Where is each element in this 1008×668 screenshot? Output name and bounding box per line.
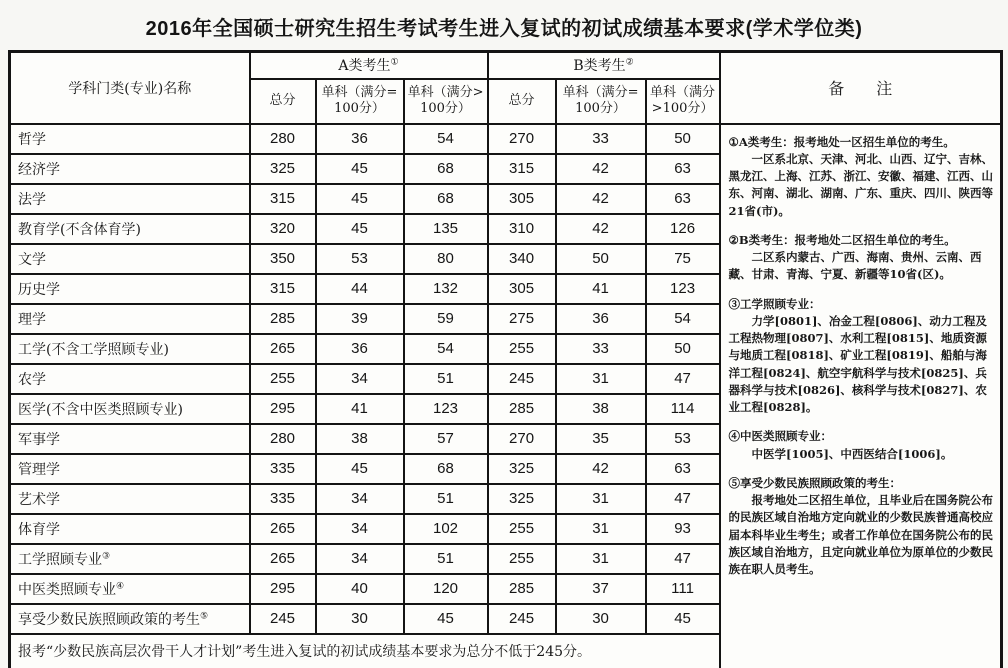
subject-label: 工学照顾专业 bbox=[18, 551, 102, 568]
header-remarks-column: 备 注 bbox=[720, 52, 1002, 124]
score-cell: 57 bbox=[404, 424, 488, 454]
score-cell: 59 bbox=[404, 304, 488, 334]
page-title: 2016年全国硕士研究生招生考试考生进入复试的初试成绩基本要求(学术学位类) bbox=[145, 18, 863, 40]
score-cell: 53 bbox=[646, 424, 720, 454]
table-row bbox=[10, 124, 1002, 154]
note-heading: ⑤享受少数民族照顾政策的考生： bbox=[728, 475, 902, 490]
score-cell: 63 bbox=[646, 454, 720, 484]
score-cell: 123 bbox=[404, 394, 488, 424]
score-cell: 80 bbox=[404, 244, 488, 274]
score-cell: 36 bbox=[316, 124, 404, 154]
score-cell: 41 bbox=[316, 394, 404, 424]
group-b-label: B类考生 bbox=[573, 58, 626, 75]
score-cell: 53 bbox=[316, 244, 404, 274]
subject-cell bbox=[10, 574, 250, 604]
header-b-single-over100: 单科（满分>100分） bbox=[646, 79, 720, 124]
subject-cell bbox=[10, 154, 250, 184]
score-cell: 335 bbox=[250, 454, 316, 484]
subject-label: 法学 bbox=[18, 191, 46, 208]
score-cell: 42 bbox=[556, 214, 646, 244]
score-cell: 31 bbox=[556, 514, 646, 544]
subject-cell bbox=[10, 424, 250, 454]
score-cell: 275 bbox=[488, 304, 556, 334]
score-cell: 63 bbox=[646, 154, 720, 184]
header-a-total: 总分 bbox=[250, 79, 316, 124]
score-cell: 31 bbox=[556, 364, 646, 394]
note-ref-icon: ③ bbox=[102, 550, 111, 561]
score-cell: 325 bbox=[488, 484, 556, 514]
subject-label: 工学(不含工学照顾专业) bbox=[18, 341, 169, 358]
score-cell: 68 bbox=[404, 154, 488, 184]
note-ref-icon: ④ bbox=[116, 580, 125, 591]
score-cell: 135 bbox=[404, 214, 488, 244]
score-cell: 30 bbox=[556, 604, 646, 634]
score-cell: 42 bbox=[556, 454, 646, 484]
score-cell: 54 bbox=[646, 304, 720, 334]
note-ref-2-icon: ② bbox=[625, 57, 634, 68]
score-cell: 39 bbox=[316, 304, 404, 334]
score-cell: 265 bbox=[250, 544, 316, 574]
subject-label: 教育学(不含体育学) bbox=[18, 221, 141, 238]
score-cell: 50 bbox=[646, 124, 720, 154]
header-group-b bbox=[488, 52, 720, 79]
subject-cell bbox=[10, 334, 250, 364]
subject-label: 理学 bbox=[18, 311, 46, 328]
score-cell: 325 bbox=[250, 154, 316, 184]
score-cell: 340 bbox=[488, 244, 556, 274]
score-cell: 44 bbox=[316, 274, 404, 304]
note-ref-icon: ⑤ bbox=[200, 610, 209, 621]
score-cell: 31 bbox=[556, 544, 646, 574]
header-b-total: 总分 bbox=[488, 79, 556, 124]
header-b-single-100: 单科（满分=100分） bbox=[556, 79, 646, 124]
score-cell: 114 bbox=[646, 394, 720, 424]
subject-cell bbox=[10, 244, 250, 274]
score-requirements-table bbox=[8, 50, 1003, 668]
score-cell: 255 bbox=[488, 544, 556, 574]
subject-cell bbox=[10, 184, 250, 214]
score-cell: 34 bbox=[316, 544, 404, 574]
note-body: 报考地处二区招生单位，且毕业后在国务院公布的民族区域自治地方定向就业的少数民族普通高校应届本科毕业生考生；或者工作单位在国务院公布的民族区域自治地方，且定向就业单位为原单位的少数民族在职人员考生。 bbox=[728, 493, 994, 576]
score-cell: 42 bbox=[556, 184, 646, 214]
score-cell: 51 bbox=[404, 364, 488, 394]
score-cell: 120 bbox=[404, 574, 488, 604]
score-cell: 45 bbox=[646, 604, 720, 634]
score-cell: 320 bbox=[250, 214, 316, 244]
header-a-single-over100: 单科（满分>100分） bbox=[404, 79, 488, 124]
remarks-cell bbox=[720, 124, 1002, 668]
score-cell: 45 bbox=[316, 184, 404, 214]
score-cell: 35 bbox=[556, 424, 646, 454]
header-group-a bbox=[250, 52, 488, 79]
score-cell: 255 bbox=[250, 364, 316, 394]
score-cell: 34 bbox=[316, 364, 404, 394]
score-cell: 68 bbox=[404, 184, 488, 214]
score-cell: 102 bbox=[404, 514, 488, 544]
subject-label: 历史学 bbox=[18, 281, 60, 298]
note-ref-1-icon: ① bbox=[390, 57, 399, 68]
score-cell: 305 bbox=[488, 184, 556, 214]
score-cell: 41 bbox=[556, 274, 646, 304]
score-cell: 123 bbox=[646, 274, 720, 304]
score-cell: 38 bbox=[556, 394, 646, 424]
score-cell: 33 bbox=[556, 334, 646, 364]
score-cell: 45 bbox=[316, 154, 404, 184]
subject-label: 管理学 bbox=[18, 461, 60, 478]
score-cell: 47 bbox=[646, 544, 720, 574]
subject-label: 医学(不含中医类照顾专业) bbox=[18, 401, 183, 418]
score-cell: 265 bbox=[250, 514, 316, 544]
score-cell: 315 bbox=[250, 184, 316, 214]
score-cell: 54 bbox=[404, 334, 488, 364]
score-cell: 270 bbox=[488, 124, 556, 154]
score-cell: 270 bbox=[488, 424, 556, 454]
score-cell: 51 bbox=[404, 544, 488, 574]
subject-cell bbox=[10, 484, 250, 514]
note-heading: ③工学照顾专业： bbox=[728, 296, 821, 311]
subject-cell bbox=[10, 604, 250, 634]
score-cell: 51 bbox=[404, 484, 488, 514]
score-cell: 47 bbox=[646, 484, 720, 514]
header-a-single-100: 单科（满分=100分） bbox=[316, 79, 404, 124]
score-cell: 255 bbox=[488, 334, 556, 364]
subject-label: 艺术学 bbox=[18, 491, 60, 508]
footnote-cell: 报考“少数民族高层次骨干人才计划”考生进入复试的初试成绩基本要求为总分不低于245分。 bbox=[10, 634, 720, 668]
note bbox=[729, 296, 995, 417]
score-cell: 280 bbox=[250, 124, 316, 154]
score-cell: 111 bbox=[646, 574, 720, 604]
score-cell: 315 bbox=[250, 274, 316, 304]
score-cell: 45 bbox=[316, 214, 404, 244]
subject-cell bbox=[10, 364, 250, 394]
subject-label: 体育学 bbox=[18, 521, 60, 538]
score-cell: 245 bbox=[488, 364, 556, 394]
note-heading: ①A类考生：报考地处一区招生单位的考生。 bbox=[728, 134, 955, 149]
score-cell: 280 bbox=[250, 424, 316, 454]
score-cell: 335 bbox=[250, 484, 316, 514]
subject-cell bbox=[10, 304, 250, 334]
note-heading: ②B类考生：报考地处二区招生单位的考生。 bbox=[728, 232, 956, 247]
note bbox=[729, 232, 995, 284]
score-cell: 30 bbox=[316, 604, 404, 634]
score-cell: 36 bbox=[316, 334, 404, 364]
score-cell: 68 bbox=[404, 454, 488, 484]
subject-cell bbox=[10, 454, 250, 484]
subject-label: 哲学 bbox=[18, 131, 46, 148]
score-cell: 33 bbox=[556, 124, 646, 154]
subject-cell bbox=[10, 124, 250, 154]
score-cell: 93 bbox=[646, 514, 720, 544]
group-a-label: A类考生 bbox=[338, 58, 391, 75]
score-cell: 255 bbox=[488, 514, 556, 544]
header-subject-column: 学科门类(专业)名称 bbox=[10, 52, 250, 124]
score-cell: 45 bbox=[316, 454, 404, 484]
score-cell: 38 bbox=[316, 424, 404, 454]
score-cell: 285 bbox=[488, 394, 556, 424]
subject-cell bbox=[10, 274, 250, 304]
score-cell: 265 bbox=[250, 334, 316, 364]
score-cell: 37 bbox=[556, 574, 646, 604]
score-cell: 295 bbox=[250, 574, 316, 604]
subject-cell bbox=[10, 394, 250, 424]
score-cell: 75 bbox=[646, 244, 720, 274]
score-cell: 63 bbox=[646, 184, 720, 214]
score-cell: 34 bbox=[316, 514, 404, 544]
score-cell: 305 bbox=[488, 274, 556, 304]
header-row-groups bbox=[10, 52, 1002, 79]
score-cell: 42 bbox=[556, 154, 646, 184]
score-cell: 36 bbox=[556, 304, 646, 334]
note-body: 力学[0801]、冶金工程[0806]、动力工程及工程热物理[0807]、水利工程[0815]、地质资源与地质工程[0818]、矿业工程[0819]、船舶与海洋工程[0824]、航空宇航科学与技术[0825]、兵器科学与技术[0826]、核科学与技术[0827]、农业工程[0828]。 bbox=[728, 313, 987, 414]
subject-label: 军事学 bbox=[18, 431, 60, 448]
subject-cell bbox=[10, 544, 250, 574]
score-cell: 54 bbox=[404, 124, 488, 154]
note bbox=[729, 134, 995, 220]
score-cell: 126 bbox=[646, 214, 720, 244]
score-cell: 40 bbox=[316, 574, 404, 604]
score-cell: 50 bbox=[646, 334, 720, 364]
subject-label: 享受少数民族照顾政策的考生 bbox=[18, 611, 200, 628]
score-cell: 45 bbox=[404, 604, 488, 634]
note bbox=[729, 428, 995, 463]
subject-label: 中医类照顾专业 bbox=[18, 581, 116, 598]
note-body: 中医学[1005]、中西医结合[1006]。 bbox=[751, 446, 953, 461]
note-body: 一区系北京、天津、河北、山西、辽宁、吉林、黑龙江、上海、江苏、浙江、安徽、福建、江西、山东、河南、湖北、湖南、广东、重庆、四川、陕西等21省(市)。 bbox=[728, 151, 994, 218]
note bbox=[729, 475, 995, 579]
score-cell: 132 bbox=[404, 274, 488, 304]
score-cell: 245 bbox=[488, 604, 556, 634]
score-cell: 350 bbox=[250, 244, 316, 274]
subject-cell bbox=[10, 214, 250, 244]
score-cell: 325 bbox=[488, 454, 556, 484]
subject-label: 农学 bbox=[18, 371, 46, 388]
subject-cell bbox=[10, 514, 250, 544]
score-cell: 295 bbox=[250, 394, 316, 424]
score-cell: 245 bbox=[250, 604, 316, 634]
score-cell: 50 bbox=[556, 244, 646, 274]
score-cell: 285 bbox=[488, 574, 556, 604]
note-heading: ④中医类照顾专业： bbox=[728, 429, 833, 444]
score-cell: 315 bbox=[488, 154, 556, 184]
subject-label: 文学 bbox=[18, 251, 46, 268]
score-cell: 310 bbox=[488, 214, 556, 244]
score-cell: 47 bbox=[646, 364, 720, 394]
subject-label: 经济学 bbox=[18, 161, 60, 178]
score-cell: 34 bbox=[316, 484, 404, 514]
score-cell: 31 bbox=[556, 484, 646, 514]
score-cell: 285 bbox=[250, 304, 316, 334]
note-body: 二区系内蒙古、广西、海南、贵州、云南、西藏、甘肃、青海、宁夏、新疆等10省(区)。 bbox=[728, 250, 982, 282]
